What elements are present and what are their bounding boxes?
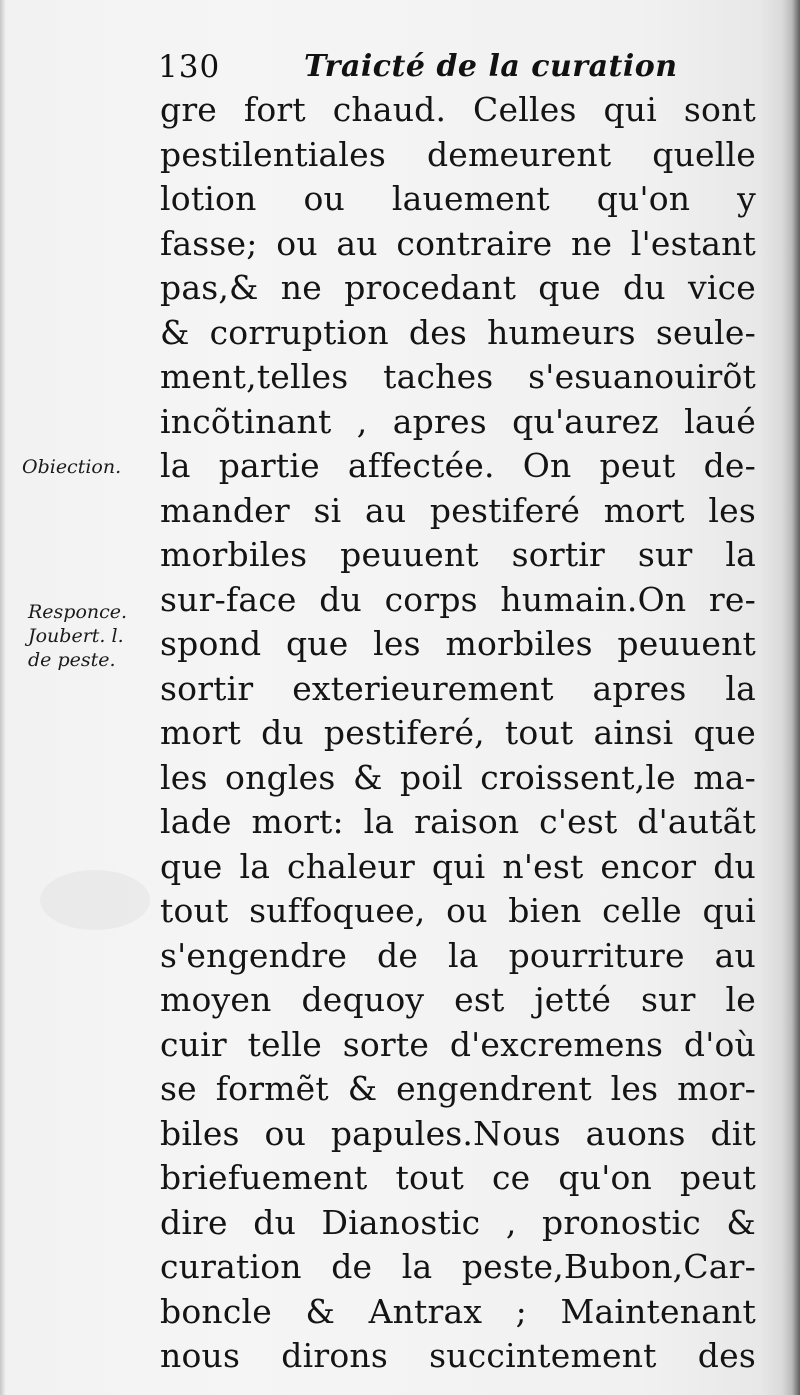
text-line: boncle & Antrax ; Maintenant xyxy=(160,1291,756,1331)
text-line: pestilentiales demeurent quelle xyxy=(160,134,756,174)
text-line: incõtinant , apres qu'aurez laué xyxy=(160,401,756,441)
running-title: Traicté de la curation xyxy=(304,49,678,84)
text-line: nous dirons succintement des xyxy=(160,1336,756,1375)
text-line: morbiles peuuent sortir sur la xyxy=(160,535,756,574)
text-line: tout suffoquee, ou bien celle qui xyxy=(160,891,756,930)
running-head xyxy=(158,42,758,92)
page-edge-shadow xyxy=(782,0,800,1395)
margin-note-line: de peste. xyxy=(28,649,116,671)
text-line: fasse; ou au contraire ne l'estant xyxy=(160,223,756,263)
text-line: lotion ou lauement qu'on y xyxy=(160,179,756,218)
text-line: briefuement tout ce qu'on peut xyxy=(160,1158,756,1197)
text-line: biles ou papules.Nous auons dit xyxy=(160,1113,756,1153)
text-line: ment,telles taches s'esuanouirõt xyxy=(160,357,756,396)
text-line: curation de la peste,Bubon,Car- xyxy=(160,1247,756,1286)
text-line: moyen dequoy est jetté sur le xyxy=(160,980,756,1019)
body-text xyxy=(160,88,756,1379)
text-line: cuir telle sorte d'excremens d'où xyxy=(160,1024,756,1064)
margin-note-line: Joubert. l. xyxy=(28,625,124,647)
text-line: la partie affectée. On peut de- xyxy=(160,446,756,485)
page-spine-shadow xyxy=(0,0,6,1395)
text-line: se formẽt & engendrent les mor- xyxy=(160,1069,756,1108)
text-line: spond que les morbiles peuuent xyxy=(160,624,756,663)
margin-note-objection: Obiection. xyxy=(22,456,122,478)
text-line: que la chaleur qui n'est encor du xyxy=(160,846,756,886)
text-line: sur-face du corps humain.On re- xyxy=(160,579,756,619)
margin-note-responce xyxy=(28,600,127,672)
text-line: s'engendre de la pourriture au xyxy=(160,935,756,975)
text-line: dire du Dianostic , pronostic & xyxy=(160,1202,756,1242)
margin-note-line: Responce. xyxy=(28,601,128,623)
text-line: lade mort: la raison c'est d'autãt xyxy=(160,802,756,841)
text-line: & corruption des humeurs seule- xyxy=(160,312,756,352)
page-number: 130 xyxy=(158,49,221,85)
text-line: les ongles & poil croissent,le ma- xyxy=(160,757,756,797)
text-line: mander si au pestiferé mort les xyxy=(160,490,756,530)
paper-stain xyxy=(40,870,150,930)
text-line: pas,& ne procedant que du vice xyxy=(160,268,756,307)
text-line: gre fort chaud. Celles qui sont xyxy=(160,90,756,129)
text-line: sortir exterieurement apres la xyxy=(160,668,756,708)
text-line: mort du pestiferé, tout ainsi que xyxy=(160,713,756,752)
